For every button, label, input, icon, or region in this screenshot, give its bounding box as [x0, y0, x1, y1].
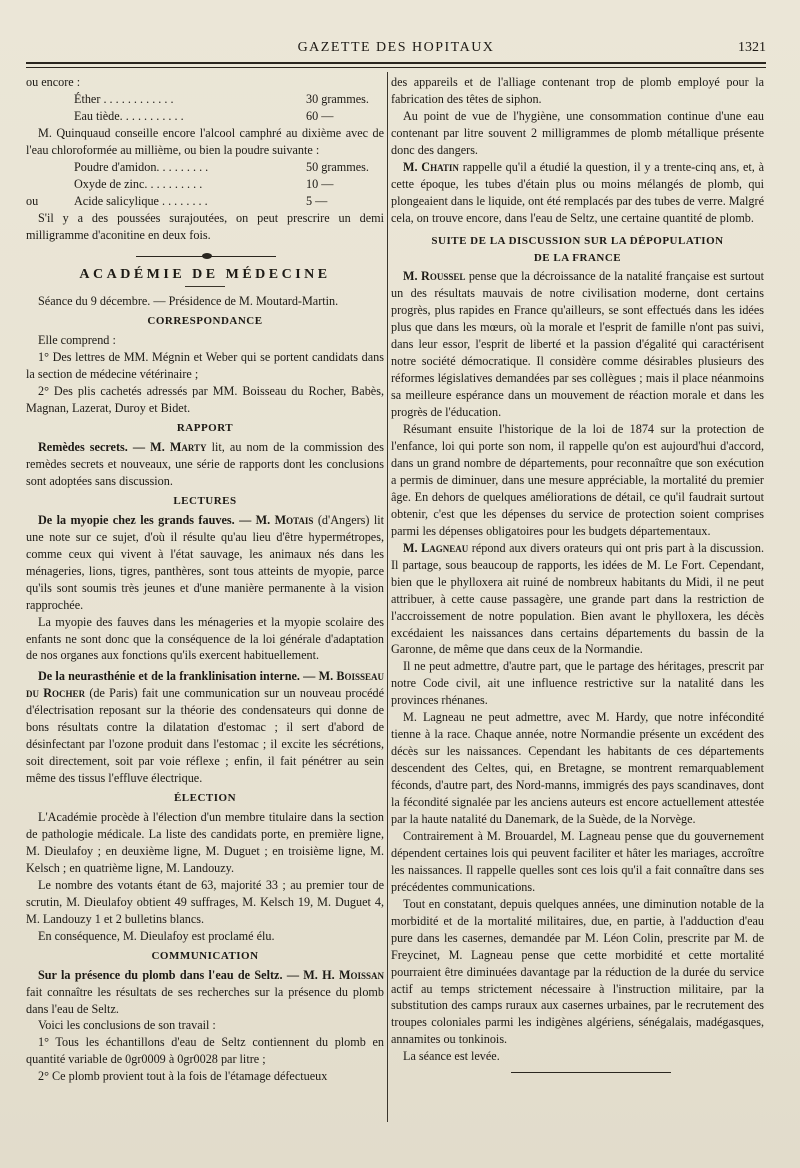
paragraph-roussel — [391, 268, 764, 421]
ingredient-qty: 50 grammes. — [306, 159, 369, 174]
paragraph-text: (d'Angers) lit une note sur ce sujet, d'où il résulte qu'au lieu d'être hypermétropes, comme ceux qui vivent à l'état sauvage, les animaux nés dans les ménageries, lions, tigres, panthères, sont tous atteints de myopie, parce qu'ils sont soumis très jeunes et d'une manière permanente à la vision rapprochée. — [26, 512, 385, 612]
paragraph: Au point de vue de l'hygiène, une consommation continue d'une eau contenant par litre souvent 2 milligrammes de plomb métallique présente donc des dangers. — [391, 108, 764, 157]
ornament-divider — [26, 251, 384, 261]
paragraph-myopie — [26, 512, 384, 614]
recipe-prefix: ou — [26, 193, 39, 208]
paragraph: 1° Des lettres de MM. Mégnin et Weber qui se portent candidats dans la section de médecine vétérinaire ; — [26, 350, 384, 382]
author-name: — M. Motais — [239, 512, 314, 527]
subsection-title: ÉLECTION — [173, 792, 237, 805]
author-name: M. Roussel — [403, 269, 466, 284]
left-column — [26, 74, 384, 1085]
paragraph: L'Académie procède à l'élection d'un membre titulaire dans la section de pathologie médicale. La liste des candidats porte, en première ligne, M. Dieulafoy ; en deuxième ligne, M. Duguet ; en troisième ligne, M. Kelsch ; en quatrième ligne, M. Landouzy. — [26, 810, 384, 875]
recipe-line — [74, 108, 384, 125]
paragraph: Résumant ensuite l'historique de la loi de 1874 sur la protection de l'enfance, loi qui porte son nom, il rappelle qu'on est aujourd'hui d'accord, dans un grand nombre de départements, pour reconnaître que son exécution a permis de diminuer, dans une mesure appréciable, la mortalité du premier âge. En dehors de quelques améliorations de détail, ce qu'il faudrait surtout obtenir, c'est que les dépenses du service de protection soient comprises parmi les dépenses obligatoires pour les budgets départementaux. — [391, 422, 764, 538]
ingredient-name: Acide salicylique . . . . . . . . — [74, 193, 208, 208]
paragraph-text: fait connaître les résultats de ses recherches sur la présence du plomb dans l'eau de Seltz. — [26, 984, 384, 1016]
paragraph-text: pense que la décroissance de la natalité française est surtout un des résultats mauvais de notre civilisation moderne, dont certains progrès, plus rapides en France qu'ailleurs, se sont effectués dans les idées plus que dans les mœurs, où la morale et l'esprit de famille n'ont pas suivi, dans leur essor, l'esprit de liberté et la passion d'égalité qui caractérisent notre société démocratique. Il considère comme désirables plusieurs des réformes législatives demandées par ses collègues ; mais il place néanmoins sa meilleure espérance dans un mouvement de réaction morale et dans les progrès de l'éducation. — [391, 269, 765, 420]
paragraph-neurasthenie — [26, 668, 384, 787]
paragraph-plomb — [26, 967, 384, 1018]
ingredient-name: Poudre d'amidon. . . . . . . . . — [74, 159, 209, 174]
paragraph: Elle comprend : — [38, 333, 116, 348]
ingredient-qty: 60 — — [306, 108, 334, 123]
closing-line: La séance est levée. — [403, 1049, 500, 1064]
recipe-2 — [26, 159, 384, 210]
paragraph: La myopie des fauves dans les ménageries et la myopie scolaire des enfants ne sont donc que la conséquence de la loi générale d'adaptation de nos organes aux fonctions qu'ils exercent habituellement. — [26, 614, 384, 663]
author-name: — M. Marty — [132, 440, 207, 455]
subsection-title: RAPPORT — [176, 422, 234, 435]
paragraph-text: rappelle qu'il a étudié la question, il y a trente-cinq ans, et, à cette époque, les tubes d'étain plus ou moins mélangés de plomb, qui plongeaient dans le liquide, ont été remplacés par des tubes de verre. Malgré cela, on trouve encore, dans l'eau de Seltz, une certaine quantité de plomb. — [391, 159, 764, 225]
paragraph-text: répond aux divers orateurs qui ont pris part à la discussion. Il partage, sous beaucoup de rapports, les idées de M. Le Fort. Cependant, bien que le phylloxera ait ruiné de nombreux habitants du Midi, il ne peut attribuer, à cette cause passagère, une grande part dans la restriction de l'accroissement de notre population. Bien avant le phylloxera, les décès excédaient les naissances dans certains départements du bassin de la Garonne, de même que dans ceux de la Normandie. — [391, 540, 765, 657]
paragraph: Tout en constatant, depuis quelques années, une diminution notable de la morbidité et de la mortalité militaires, due, en partie, à l'adduction d'eau pure dans les casernes, demandée par M. Léon Colin, prescrite par M. de Freycinet, M. Lagneau pense que cette morbidité et cette mortalité pourraient être diminuées davantage par la réduction de la durée du service actif au temps strictement nécessaire à l'instruction militaire, par la substitution des camps ruraux aux casernes urbaines, par le recrutement des troupes coloniales parmi les indigènes algériens, sénégalais, madégasques, annamites ou tonkinois. — [391, 896, 764, 1047]
author-name: M. Lagneau — [403, 540, 469, 555]
page-number: 1321 — [738, 40, 766, 55]
recipe-line — [74, 91, 384, 108]
paragraph: Contrairement à M. Brouardel, M. Lagneau pense que du gouvernement dépendent certaines lois qui peuvent faciliter et hâter les mariages, accroître les naissances. Il rappelle quelles sont ces lois qu'il a fait connaître dans ses précédentes communications. — [391, 828, 764, 894]
paragraph: Le nombre des votants étant de 63, majorité 33 ; au premier tour de scrutin, M. Dieulafoy obtient 49 suffrages, M. Kelsch 19, M. Duguet 4, M. Landouzy 1 et 2 bulletins blancs. — [26, 877, 384, 926]
paragraph: Voici les conclusions de son travail : — [38, 1018, 216, 1033]
column-divider — [387, 72, 388, 1122]
recipe-line — [74, 176, 384, 193]
intro-text: ou encore : — [26, 75, 81, 89]
subsection-title: SUITE DE LA DISCUSSION SUR LA DÉPOPULATION — [431, 234, 724, 247]
paragraph-lagneau — [391, 540, 764, 659]
paragraph: 2° Des plis cachetés adressés par MM. Boisseau du Rocher, Babès, Magnan, Lazerat, Duroy et Bidet. — [26, 384, 384, 416]
subsection-title: DE LA FRANCE — [533, 251, 622, 264]
paragraph-rapport — [26, 439, 384, 490]
header-rule — [26, 62, 766, 64]
topic-heading: Sur la présence du plomb dans l'eau de Seltz. — [38, 967, 283, 982]
paragraph: 2° Ce plomb provient tout à la fois de l'étamage défectueux — [38, 1069, 328, 1084]
subsection-title: CORRESPONDANCE — [147, 315, 263, 328]
section-title-academie: ACADÉMIE DE MÉDECINE — [79, 267, 331, 283]
paragraph-text: lit, au nom de la commission des remèdes secrets et nouveaux, une série de rapports dont les conclusions sont adoptées sans discussion. — [26, 440, 384, 488]
paragraph-quinquaud: M. Quinquaud conseille encore l'alcool camphré au dixième avec de l'eau chloroformée au millième, ou bien la poudre suivante : — [26, 125, 384, 157]
end-rule — [391, 1065, 764, 1079]
ingredient-name: Éther . . . . . . . . . . . . — [74, 91, 174, 106]
paragraph: Il ne peut admettre, d'autre part, que le partage des héritages, prescrit par notre Code civil, ait une influence restrictive sur la natalité dans les provinces rhénanes. — [391, 659, 764, 708]
topic-heading: De la myopie chez les grands fauves. — [38, 512, 235, 527]
ingredient-qty: 5 — — [306, 193, 328, 208]
ingredient-qty: 30 grammes. — [306, 91, 369, 106]
right-column — [391, 74, 764, 1079]
paragraph: 1° Tous les échantillons d'eau de Seltz contiennent du plomb en quantité variable de 0gr0009 à 0gr0028 par litre ; — [26, 1035, 384, 1067]
paragraph: M. Lagneau ne peut admettre, avec M. Hardy, que notre infécondité tienne à la race. Chaque année, notre Normandie présente un excédent des décès sur les naissances. Cependant les habitants de ces départements descendent des Celtes, qui, en Bretagne, se montrent remarquablement féconds, d'autre part, des Nord-manns, immigrés des pays scandinaves, dont la fécondité signalée par les anciens auteurs est encore actuellement attestée par la haute natalité du Danemark, de la Suède, de la Norvège. — [391, 710, 764, 826]
page-header — [26, 38, 766, 60]
paragraph-chatin — [391, 159, 764, 227]
seance-line: Séance du 9 décembre. — Présidence de M. Moutard-Martin. — [38, 294, 339, 309]
ingredient-name: Oxyde de zinc. . . . . . . . . . — [74, 176, 203, 191]
short-rule — [185, 286, 225, 287]
header-rule-thin — [26, 67, 766, 68]
paragraph: En conséquence, M. Dieulafoy est proclamé élu. — [38, 928, 275, 943]
author-name: M. Chatin — [403, 159, 459, 174]
subsection-title: LECTURES — [173, 494, 237, 507]
author-name: — M. Boisseau du Rocher — [26, 669, 385, 701]
subsection-title: COMMUNICATION — [151, 949, 259, 962]
ingredient-name: Eau tiède. . . . . . . . . . . — [74, 108, 184, 123]
recipe-1 — [74, 91, 384, 125]
running-title: GAZETTE DES HOPITAUX — [297, 40, 495, 55]
paragraph-text: (de Paris) fait une communication sur un nouveau procédé d'électrisation reposant sur la théorie des condensateurs qui donne de bons résultats contre la dilatation d'estomac ; il sert d'abord de désinfectant par l'ozone produit dans l'estomac ; il excite les sécrétions, soit directement, soit par voie réflexe ; enfin, il fait pénétrer au sein même des tissus l'effluve électrique. — [26, 686, 385, 786]
paragraph: des appareils et de l'alliage contenant trop de plomb employé pour la fabrication des têtes de siphon. — [391, 75, 764, 106]
recipe-line — [74, 159, 384, 176]
topic-heading: Remèdes secrets. — [38, 440, 128, 455]
topic-heading: De la neurasthénie et de la franklinisation interne. — [38, 669, 300, 684]
ingredient-qty: 10 — — [306, 176, 334, 191]
recipe-line — [26, 193, 384, 210]
author-name: — M. H. Moissan — [286, 967, 385, 982]
paragraph-poussees: S'il y a des poussées surajoutées, on peut prescrire un demi milligramme d'aconitine en deux fois. — [26, 210, 384, 242]
